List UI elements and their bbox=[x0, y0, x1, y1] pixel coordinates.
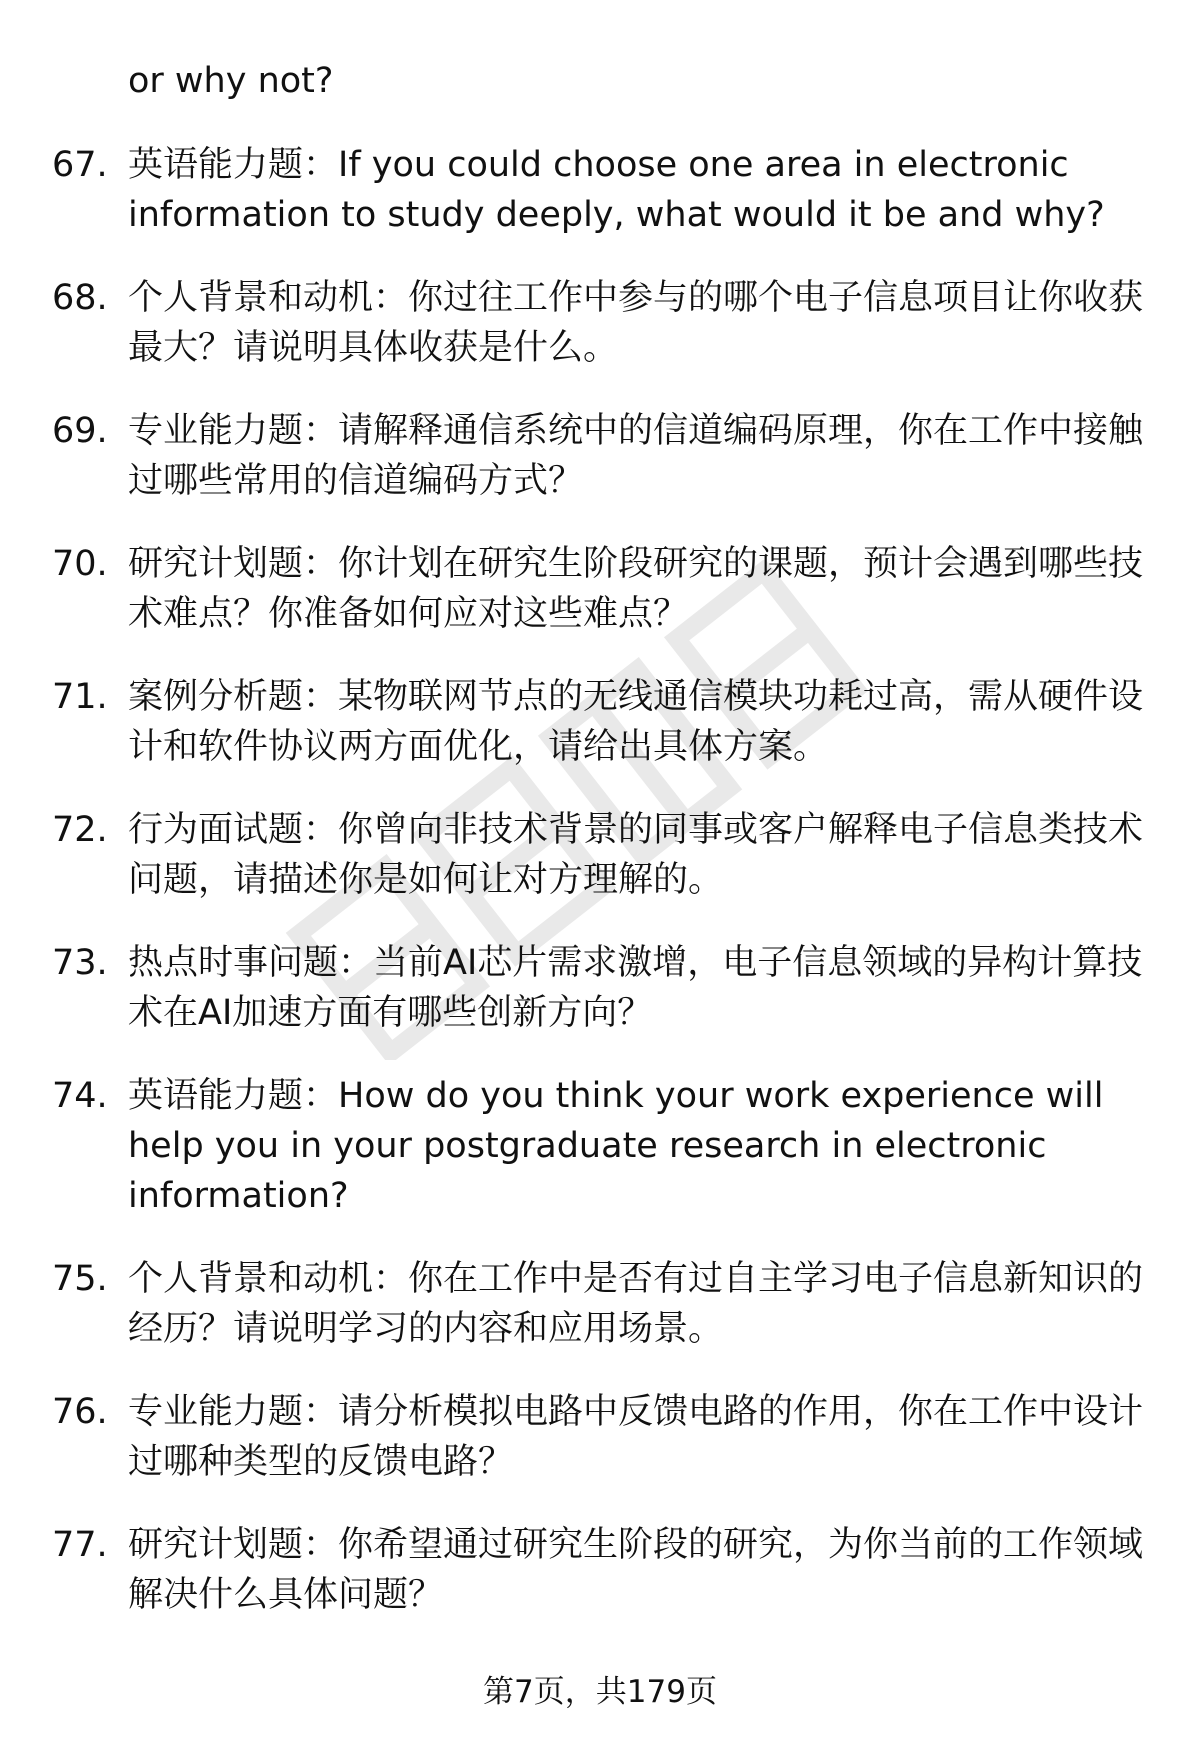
question-item bbox=[52, 273, 1148, 373]
question-number: 73. bbox=[52, 943, 108, 983]
question-item bbox=[52, 672, 1148, 772]
question-item bbox=[52, 140, 1148, 240]
question-text: 个人背景和动机：你过往工作中参与的哪个电子信息项目让你收获最大？请说明具体收获是什么。 bbox=[128, 278, 1144, 368]
question-item bbox=[52, 1071, 1148, 1221]
question-text: 研究计划题：你希望通过研究生阶段的研究，为你当前的工作领域解决什么具体问题？ bbox=[128, 1525, 1144, 1615]
question-item bbox=[52, 406, 1148, 506]
question-item bbox=[52, 938, 1148, 1038]
question-text: 研究计划题：你计划在研究生阶段研究的课题，预计会遇到哪些技术难点？你准备如何应对这些难点？ bbox=[128, 544, 1144, 634]
question-text: 热点时事问题：当前AI芯片需求激增，电子信息领域的异构计算技术在AI加速方面有哪些创新方向？ bbox=[128, 943, 1143, 1033]
question-number: 70. bbox=[52, 544, 108, 584]
question-number: 74. bbox=[52, 1076, 108, 1116]
question-text: 个人背景和动机：你在工作中是否有过自主学习电子信息新知识的经历？请说明学习的内容和应用场景。 bbox=[128, 1259, 1144, 1349]
question-number: 77. bbox=[52, 1525, 108, 1565]
page-footer: 第7页，共179页 bbox=[483, 1674, 717, 1710]
continuation-text: or why not? bbox=[128, 61, 334, 101]
question-item bbox=[52, 1254, 1148, 1354]
question-item bbox=[52, 1520, 1148, 1620]
question-item bbox=[52, 805, 1148, 905]
question-text: 案例分析题：某物联网节点的无线通信模块功耗过高，需从硬件设计和软件协议两方面优化，请给出具体方案。 bbox=[128, 677, 1144, 767]
question-number: 68. bbox=[52, 278, 108, 318]
question-text: 英语能力题：How do you think your work experience will help you in your postgraduate research in electronic information? bbox=[128, 1076, 1104, 1216]
question-item bbox=[52, 539, 1148, 639]
question-number: 67. bbox=[52, 145, 108, 185]
question-text: 英语能力题：If you could choose one area in electronic information to study deeply, what would it be and why? bbox=[128, 145, 1105, 235]
question-text: 专业能力题：请分析模拟电路中反馈电路的作用，你在工作中设计过哪种类型的反馈电路？ bbox=[128, 1392, 1144, 1482]
question-text: 专业能力题：请解释通信系统中的信道编码原理，你在工作中接触过哪些常用的信道编码方式？ bbox=[128, 411, 1144, 501]
question-text: 行为面试题：你曾向非技术背景的同事或客户解释电子信息类技术问题，请描述你是如何让对方理解的。 bbox=[128, 810, 1144, 900]
question-number: 72. bbox=[52, 810, 108, 850]
question-list bbox=[52, 140, 1148, 1653]
question-number: 69. bbox=[52, 411, 108, 451]
question-item bbox=[52, 1387, 1148, 1487]
question-number: 75. bbox=[52, 1259, 108, 1299]
question-number: 76. bbox=[52, 1392, 108, 1432]
question-number: 71. bbox=[52, 677, 108, 717]
